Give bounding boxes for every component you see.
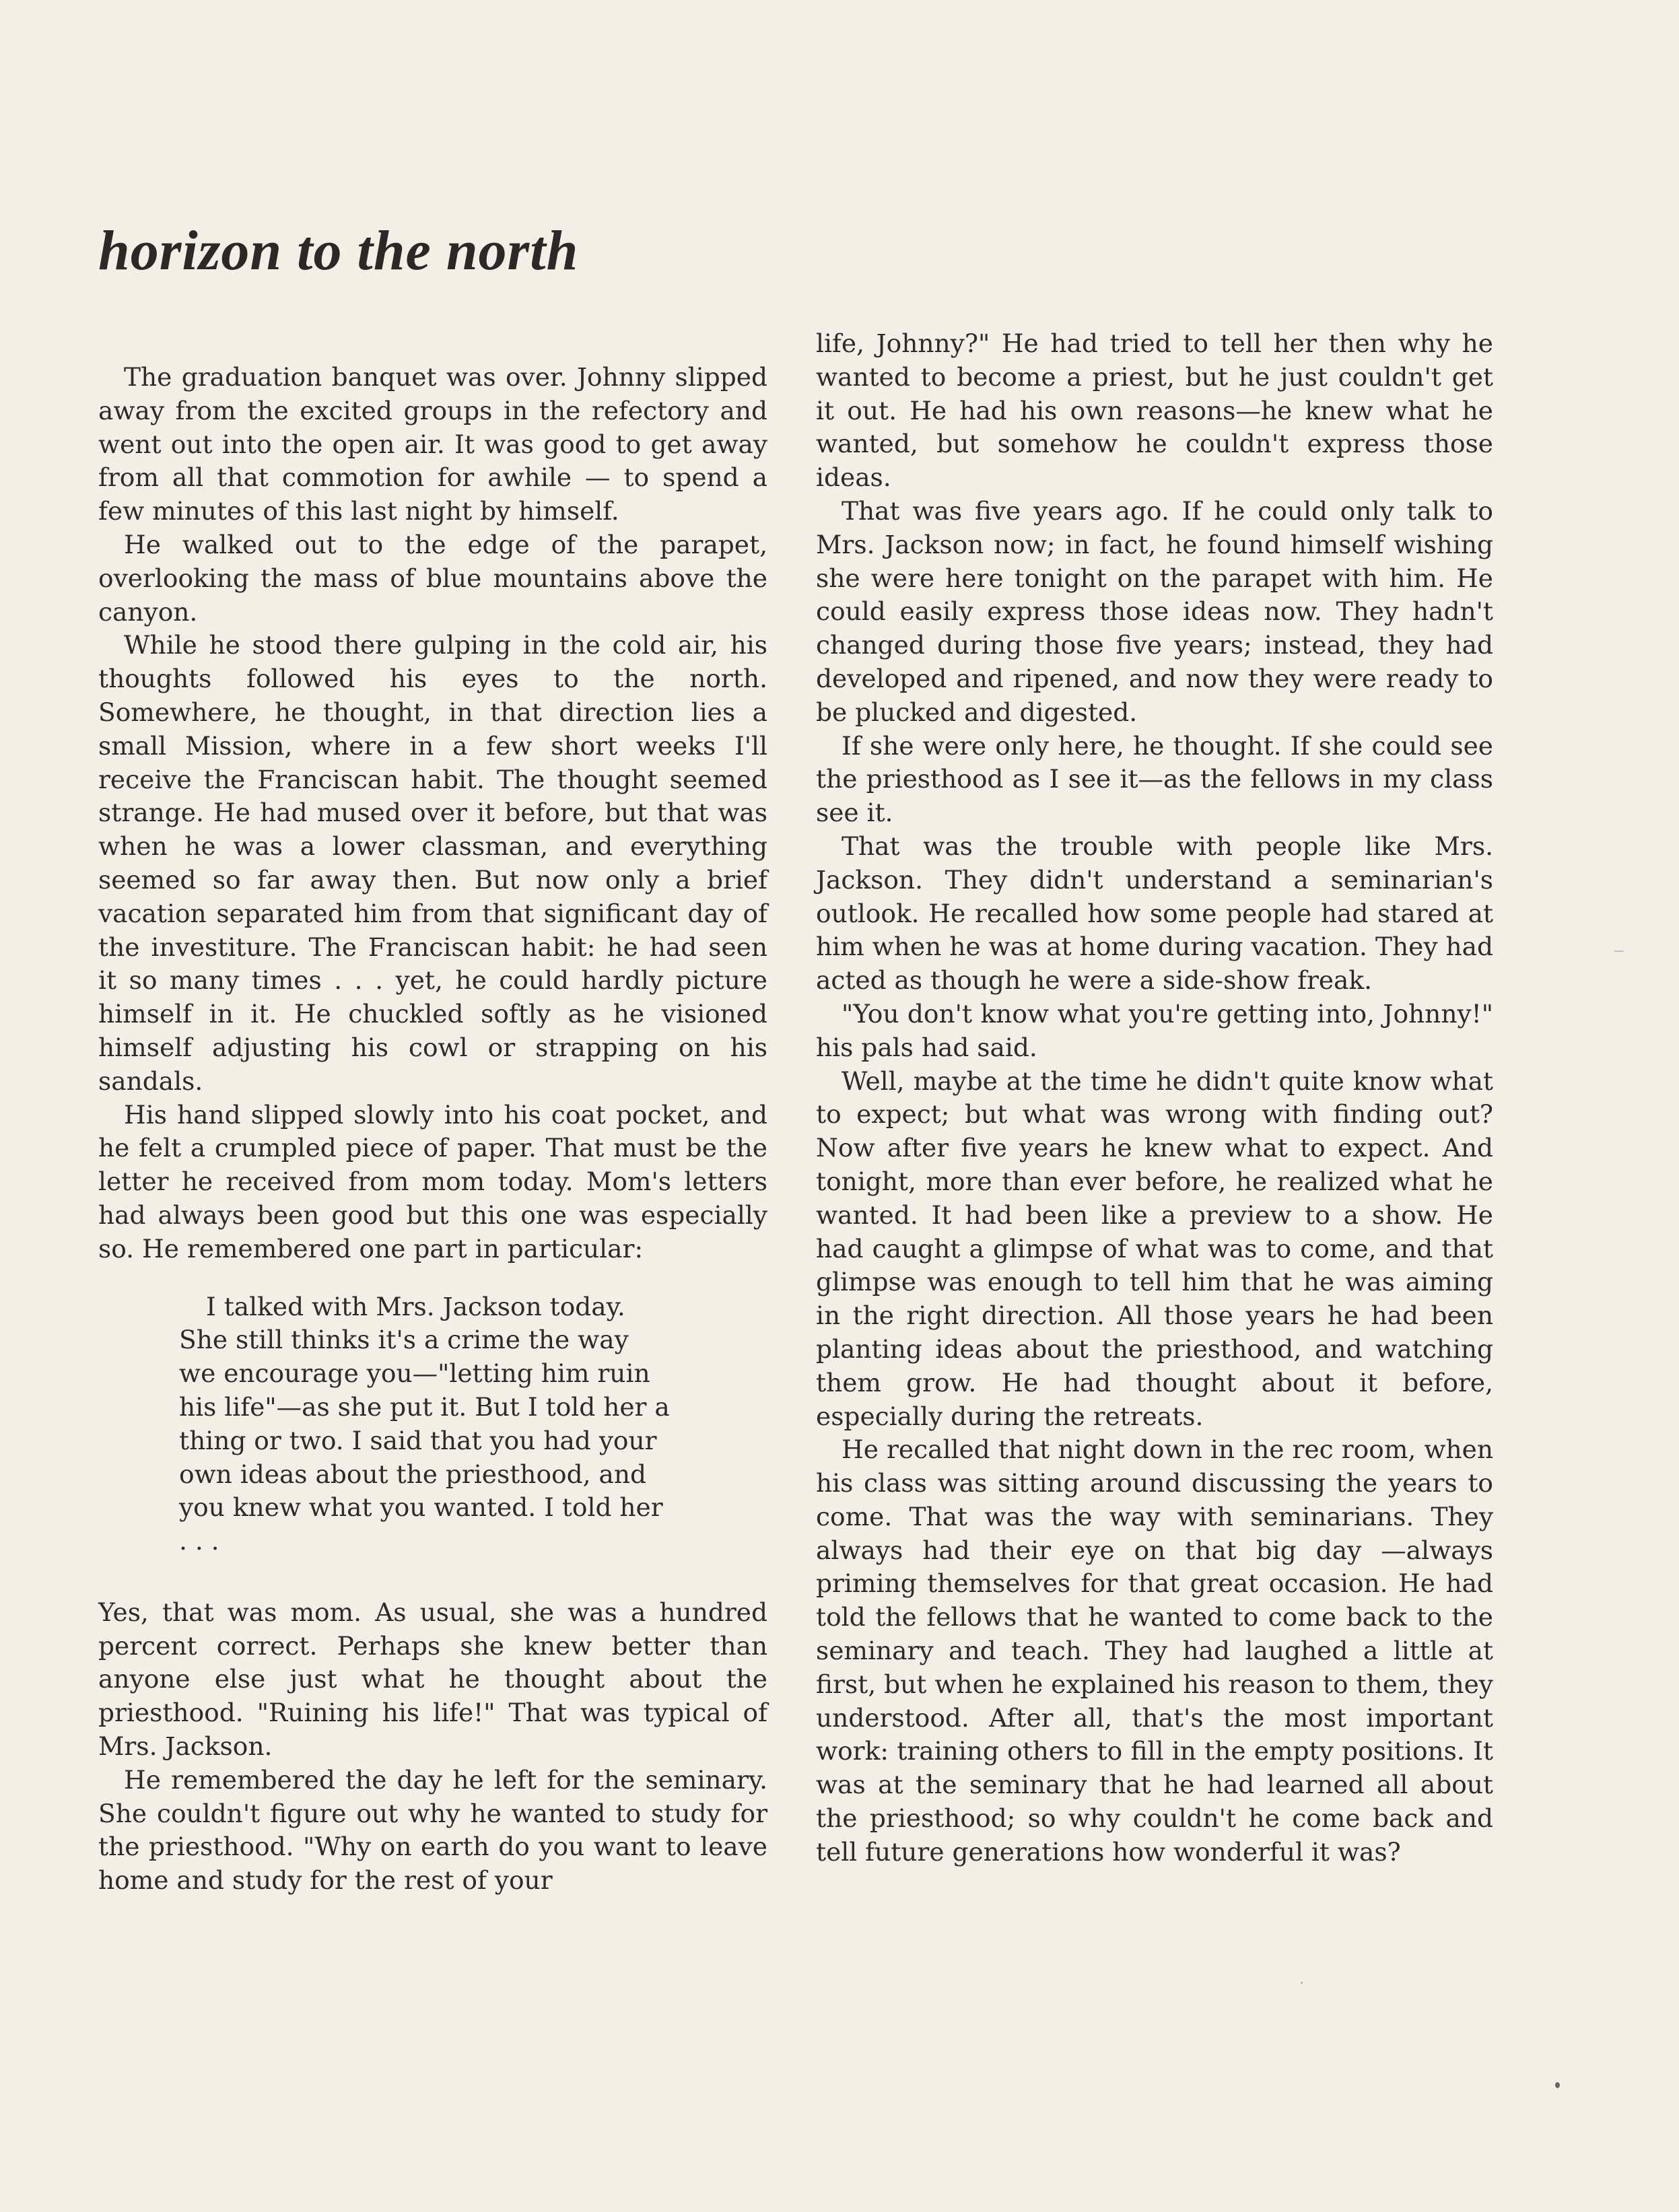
article-title: horizon to the north — [98, 219, 579, 282]
paper-speck — [1555, 2082, 1560, 2088]
paragraph: He remembered the day he left for the seminary. She couldn't figure out why he wanted to study for the priesthood. "Why on earth do you want to leave home and study for the rest of your — [98, 1764, 767, 1896]
letter-quote: I talked with Mrs. Jackson today. She still thinks it's a crime the way we encourage you—"letting him ruin his life"—as she put it. But I told her a thing or two. I said that you had your own ideas about the priesthood, and you knew what you wanted. I told her . . . — [179, 1291, 670, 1556]
paragraph: Well, maybe at the time he didn't quite know what to expect; but what was wrong with finding out? Now after five years he knew what to expect. And tonight, more than ever before, he realized what he wanted. It had been like a preview to a show. He had caught a glimpse of what was to come, and that glimpse was enough to tell him that he was aiming in the right direction. All those years he had been planting ideas about the priesthood, and watching them grow. He had thought about it before, especially during the retreats. — [816, 1066, 1493, 1431]
paragraph: His hand slipped slowly into his coat pocket, and he felt a crumpled piece of paper. That must be the letter he received from mom today. Mom's letters had always been good but this one was especially so. He remembered one part in particular: — [98, 1099, 767, 1264]
right-column — [816, 327, 1493, 1869]
left-column — [98, 361, 767, 1898]
paragraph: That was the trouble with people like Mrs. Jackson. They didn't understand a seminarian's outlook. He recalled how some people had stared at him when he was at home during vacation. They had acted as though he were a side-show freak. — [816, 831, 1493, 996]
paragraph: If she were only here, he thought. If she could see the priesthood as I see it—as the fellows in my class see it. — [816, 730, 1493, 828]
paragraph: He recalled that night down in the rec room, when his class was sitting around discussing the years to come. That was the way with seminarians. They always had their eye on that big day —always priming themselves for that great occasion. He had told the fellows that he wanted to come back to the seminary and teach. They had laughed a little at first, but when he explained his reason to them, they understood. After all, that's the most important work: training others to fill in the empty positions. It was at the seminary that he had learned all about the priesthood; so why couldn't he come back and tell future generations how wonderful it was? — [816, 1435, 1493, 1867]
paragraph: He walked out to the edge of the parapet, overlooking the mass of blue mountains above the canyon. — [98, 529, 767, 627]
paragraph: "You don't know what you're getting into, Johnny!" his pals had said. — [816, 998, 1493, 1062]
paper-speck — [1301, 1982, 1303, 1984]
paragraph: Yes, that was mom. As usual, she was a hundred percent correct. Perhaps she knew better than anyone else just what he thought about the priesthood. "Ruining his life!" That was typical of Mrs. Jackson. — [98, 1597, 767, 1762]
paper-speck — [1614, 951, 1624, 952]
paragraph: That was five years ago. If he could only talk to Mrs. Jackson now; in fact, he found himself wishing she were here tonight on the parapet with him. He could easily express those ideas now. They hadn't changed during those five years; instead, they had developed and ripened, and now they were ready to be plucked and digested. — [816, 495, 1493, 727]
paragraph: While he stood there gulping in the cold air, his thoughts followed his eyes to the north. Somewhere, he thought, in that direction lies a small Mission, where in a few short weeks I'll receive the Franciscan habit. The thought seemed strange. He had mused over it before, but that was when he was a lower classman, and everything seemed so far away then. But now only a brief vacation separated him from that significant day of the investiture. The Franciscan habit: he had seen it so many times . . . yet, he could hardly picture himself in it. He chuckled softly as he visioned himself adjusting his cowl or strapping on his sandals. — [98, 630, 767, 1096]
paragraph: life, Johnny?" He had tried to tell her then why he wanted to become a priest, but he just couldn't get it out. He had his own reasons—he knew what he wanted, but somehow he couldn't express those ideas. — [816, 329, 1493, 493]
paragraph: The graduation banquet was over. Johnny slipped away from the excited groups in the refectory and went out into the open air. It was good to get away from all that commotion for awhile — to spend a few minutes of this last night by himself. — [98, 362, 767, 526]
